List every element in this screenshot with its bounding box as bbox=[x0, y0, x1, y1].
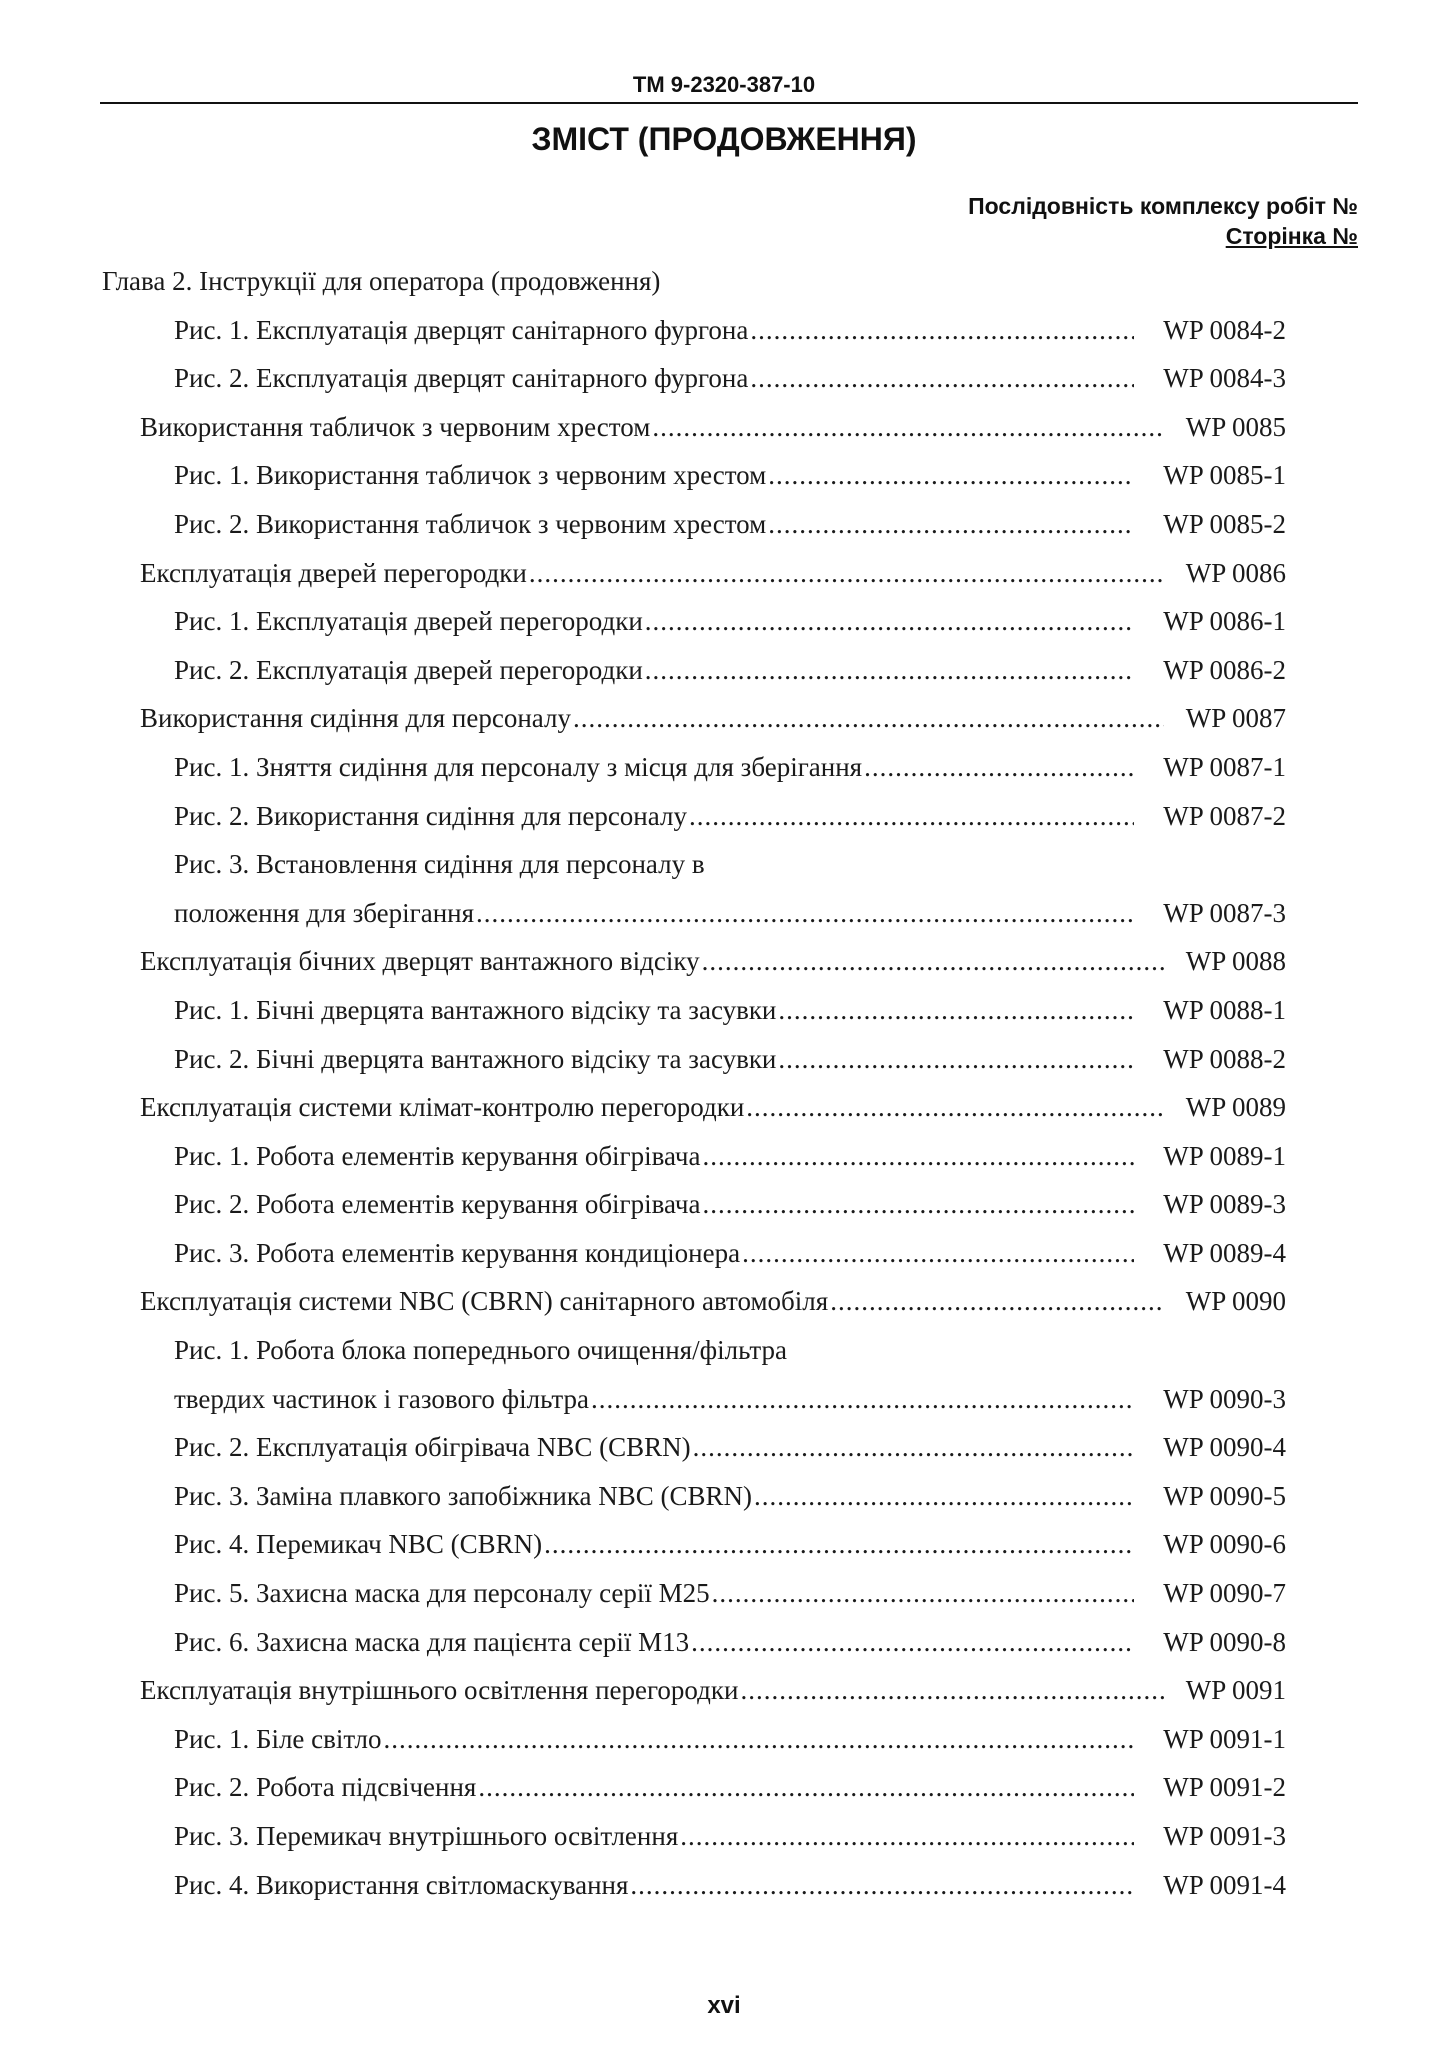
toc-leader-dots bbox=[689, 801, 1134, 832]
toc-figure-entry[interactable] bbox=[102, 1481, 1286, 1530]
toc-entry-text: Рис. 6. Захисна маска для пацієнта серії M13 bbox=[174, 1626, 690, 1657]
toc-entry-text: твердих частинок і газового фільтра bbox=[174, 1383, 589, 1414]
toc-entry-text: Рис. 2. Експлуатація дверей перегородки bbox=[174, 654, 643, 685]
toc-entry-page: WP 0089 bbox=[1185, 1092, 1286, 1123]
toc-entry-text: Рис. 3. Робота елементів керування кондиціонера bbox=[174, 1237, 741, 1268]
toc-leader-dots bbox=[476, 898, 1134, 929]
toc-figure-entry[interactable] bbox=[102, 1529, 1286, 1578]
toc-entry-page: WP 0086 bbox=[1185, 557, 1286, 588]
toc-entry-page: WP 0091-1 bbox=[1163, 1723, 1286, 1754]
toc-leader-dots bbox=[529, 558, 1164, 589]
column-heading-work-package: Послідовність комплексу робіт № bbox=[968, 193, 1358, 219]
toc-leader-dots bbox=[754, 1481, 1134, 1512]
toc-figure-entry[interactable] bbox=[102, 801, 1286, 850]
toc-figure-entry[interactable] bbox=[102, 1627, 1286, 1676]
toc-figure-entry[interactable] bbox=[102, 655, 1286, 704]
toc-entry-page: WP 0090-8 bbox=[1163, 1626, 1286, 1657]
toc-entry-page: WP 0085-2 bbox=[1163, 508, 1286, 539]
toc-entry-page: WP 0087-2 bbox=[1163, 800, 1286, 831]
toc-entry-text: Рис. 4. Використання світломаскування bbox=[174, 1869, 629, 1900]
toc-entry-text: Експлуатація бічних дверцят вантажного відсіку bbox=[140, 946, 700, 977]
toc-leader-dots bbox=[830, 1286, 1164, 1317]
toc-figure-entry[interactable] bbox=[102, 1384, 1286, 1433]
toc-entry-page: WP 0086-2 bbox=[1163, 654, 1286, 685]
toc-section-entry[interactable] bbox=[102, 1092, 1286, 1141]
toc-figure-entry[interactable] bbox=[102, 1189, 1286, 1238]
toc-leader-dots bbox=[778, 995, 1134, 1026]
header-rule bbox=[100, 102, 1358, 104]
toc-entry-text: положення для зберігання bbox=[174, 897, 475, 928]
toc-entry-text: Рис. 3. Встановлення сидіння для персоналу в bbox=[174, 849, 705, 880]
toc-entry-page: WP 0086-1 bbox=[1163, 606, 1286, 637]
toc-figure-entry[interactable] bbox=[102, 1772, 1286, 1821]
toc-figure-entry[interactable] bbox=[102, 606, 1286, 655]
toc-entry-text: Рис. 5. Захисна маска для персоналу серії M25 bbox=[174, 1578, 710, 1609]
toc-entry-text: Використання сидіння для персоналу bbox=[140, 703, 571, 734]
toc-figure-entry[interactable] bbox=[102, 1578, 1286, 1627]
toc-entry-page: WP 0087-1 bbox=[1163, 751, 1286, 782]
toc-leader-dots bbox=[750, 315, 1134, 346]
toc-entry-text: Рис. 2. Бічні дверцята вантажного відсіку та засувки bbox=[174, 1043, 777, 1074]
toc-entry-text: Рис. 2. Використання сидіння для персоналу bbox=[174, 800, 687, 831]
toc-leader-dots bbox=[645, 655, 1134, 686]
toc-leader-dots bbox=[591, 1384, 1134, 1415]
toc-entry-text: Експлуатація дверей перегородки bbox=[140, 557, 527, 588]
toc-entry-text: Експлуатація системи NBC (CBRN) санітарного автомобіля bbox=[140, 1286, 829, 1317]
document-id: TM 9-2320-387-10 bbox=[632, 72, 816, 97]
toc-entry-page: WP 0089-1 bbox=[1163, 1140, 1286, 1171]
toc-entry-page: WP 0091 bbox=[1185, 1675, 1286, 1706]
toc-entry-text: Рис. 3. Заміна плавкого запобіжника NBC (CBRN) bbox=[174, 1480, 753, 1511]
toc-entry-text: Рис. 1. Зняття сидіння для персоналу з місця для зберігання bbox=[174, 751, 863, 782]
toc-entry-page: WP 0090-6 bbox=[1163, 1529, 1286, 1560]
toc-entry-text: Рис. 4. Перемикач NBC (CBRN) bbox=[174, 1529, 543, 1560]
toc-entry-text: Рис. 1. Експлуатація дверей перегородки bbox=[174, 606, 643, 637]
toc-entry-text: Рис. 2. Експлуатація дверцят санітарного фургона bbox=[174, 363, 749, 394]
toc-entry-page: WP 0088 bbox=[1185, 946, 1286, 977]
toc-leader-dots bbox=[864, 752, 1134, 783]
toc-leader-dots bbox=[778, 1044, 1134, 1075]
toc-entry-page: WP 0091-3 bbox=[1163, 1821, 1286, 1851]
toc-figure-entry[interactable] bbox=[102, 1821, 1286, 1870]
toc-leader-dots bbox=[652, 412, 1164, 443]
toc-leader-dots bbox=[712, 1578, 1134, 1609]
toc-leader-dots bbox=[544, 1529, 1134, 1560]
toc-leader-dots bbox=[702, 946, 1164, 977]
toc-figure-entry[interactable] bbox=[102, 1432, 1286, 1481]
toc-entry-text: Рис. 2. Робота елементів керування обігрівача bbox=[174, 1189, 701, 1220]
toc-figure-entry[interactable] bbox=[102, 1238, 1286, 1287]
toc-chapter-heading bbox=[102, 266, 1286, 315]
toc-entry-text: Експлуатація системи клімат-контролю перегородки bbox=[140, 1092, 745, 1123]
toc-figure-entry[interactable] bbox=[102, 1141, 1286, 1190]
toc-figure-entry[interactable] bbox=[102, 1044, 1286, 1093]
toc-entry-page: WP 0088-1 bbox=[1163, 994, 1286, 1025]
toc-section-entry[interactable] bbox=[102, 1286, 1286, 1335]
toc-leader-dots bbox=[703, 1141, 1135, 1172]
toc-section-entry[interactable] bbox=[102, 412, 1286, 461]
toc-leader-dots bbox=[703, 1189, 1135, 1220]
toc-entry-text: Використання табличок з червоним хрестом bbox=[140, 411, 651, 442]
toc-chapter-text: Глава 2. Інструкції для оператора (продовження) bbox=[102, 266, 661, 296]
toc-figure-entry[interactable] bbox=[102, 460, 1286, 509]
toc-entry-page: WP 0088-2 bbox=[1163, 1043, 1286, 1074]
toc-leader-dots bbox=[750, 363, 1134, 394]
toc-leader-dots bbox=[573, 703, 1164, 734]
toc-entry-page: WP 0087 bbox=[1185, 703, 1286, 734]
toc-entry-text: Рис. 1. Бічні дверцята вантажного відсіку та засувки bbox=[174, 994, 777, 1025]
toc-entry-page: WP 0090-4 bbox=[1163, 1432, 1286, 1463]
toc-entry-text: Рис. 1. Робота елементів керування обігрівача bbox=[174, 1140, 701, 1171]
toc-leader-dots bbox=[384, 1724, 1135, 1755]
toc-entry-text: Рис. 1. Використання табличок з червоним хрестом bbox=[174, 460, 767, 491]
toc-entry-text: Рис. 1. Експлуатація дверцят санітарного фургона bbox=[174, 314, 749, 345]
toc-leader-dots bbox=[630, 1870, 1134, 1901]
toc-entry-text: Рис. 3. Перемикач внутрішнього освітлення bbox=[174, 1821, 679, 1851]
column-heading-page: Сторінка № bbox=[1225, 223, 1358, 249]
toc-entry-page: WP 0084-2 bbox=[1163, 314, 1286, 345]
toc-section-entry[interactable] bbox=[102, 703, 1286, 752]
toc-leader-dots bbox=[691, 1627, 1134, 1658]
toc-leader-dots bbox=[693, 1432, 1134, 1463]
toc-entry-page: WP 0091-2 bbox=[1163, 1772, 1286, 1803]
toc-entry-page: WP 0091-4 bbox=[1163, 1869, 1286, 1900]
toc-leader-dots bbox=[645, 606, 1134, 637]
toc-figure-entry[interactable] bbox=[102, 752, 1286, 801]
toc-entry-page: WP 0085 bbox=[1185, 411, 1286, 442]
page-title: ЗМІСТ (ПРОДОВЖЕННЯ) bbox=[531, 121, 917, 157]
toc-entry-page: WP 0090-5 bbox=[1163, 1480, 1286, 1511]
toc-section-entry[interactable] bbox=[102, 946, 1286, 995]
toc-figure-entry[interactable] bbox=[102, 315, 1286, 364]
toc-figure-entry[interactable] bbox=[102, 1724, 1286, 1773]
toc-figure-entry[interactable] bbox=[102, 898, 1286, 947]
toc-section-entry[interactable] bbox=[102, 1675, 1286, 1724]
toc-figure-entry[interactable] bbox=[102, 995, 1286, 1044]
toc-figure-entry[interactable] bbox=[102, 1870, 1286, 1919]
toc-entry-page: WP 0084-3 bbox=[1163, 363, 1286, 394]
toc-entry-text: Рис. 1. Робота блока попереднього очищення/фільтра bbox=[174, 1335, 787, 1366]
page-number: xvi bbox=[707, 1992, 741, 2019]
toc-entry-text: Рис. 2. Робота підсвічення bbox=[174, 1772, 477, 1803]
toc-entry-page: WP 0089-3 bbox=[1163, 1189, 1286, 1220]
toc-section-entry[interactable] bbox=[102, 558, 1286, 607]
toc-list bbox=[102, 266, 1286, 1918]
toc-leader-dots bbox=[746, 1092, 1164, 1123]
toc-leader-dots bbox=[768, 460, 1134, 491]
toc-leader-dots bbox=[768, 509, 1134, 540]
toc-leader-dots bbox=[740, 1675, 1164, 1706]
toc-entry-page: WP 0090-3 bbox=[1163, 1383, 1286, 1414]
toc-entry-text: Рис. 2. Експлуатація обігрівача NBC (CBRN) bbox=[174, 1432, 691, 1463]
toc-entry-page: WP 0090 bbox=[1185, 1286, 1286, 1317]
toc-entry-text: Експлуатація внутрішнього освітлення перегородки bbox=[140, 1675, 739, 1706]
toc-figure-entry[interactable] bbox=[102, 363, 1286, 412]
toc-leader-dots bbox=[742, 1238, 1134, 1269]
toc-figure-entry-wrap[interactable] bbox=[102, 1335, 1286, 1384]
toc-entry-text: Рис. 1. Біле світло bbox=[174, 1723, 382, 1754]
toc-entry-page: WP 0085-1 bbox=[1163, 460, 1286, 491]
toc-entry-text: Рис. 2. Використання табличок з червоним хрестом bbox=[174, 508, 767, 539]
toc-entry-page: WP 0089-4 bbox=[1163, 1237, 1286, 1268]
toc-entry-page: WP 0090-7 bbox=[1163, 1578, 1286, 1609]
toc-figure-entry-wrap[interactable] bbox=[102, 849, 1286, 898]
toc-leader-dots bbox=[680, 1821, 1134, 1852]
toc-entry-page: WP 0087-3 bbox=[1163, 897, 1286, 928]
toc-leader-dots bbox=[478, 1772, 1134, 1803]
toc-figure-entry[interactable] bbox=[102, 509, 1286, 558]
